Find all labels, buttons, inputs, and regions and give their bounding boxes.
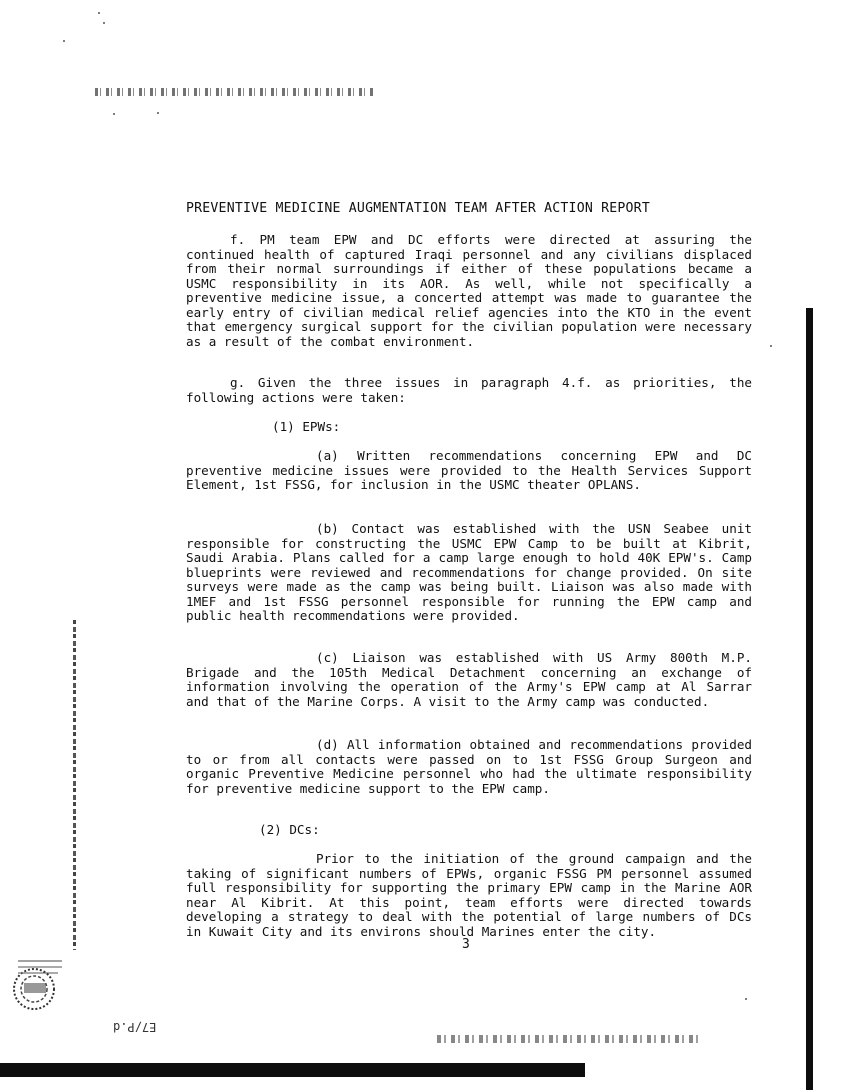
stamp-seal-icon	[10, 953, 70, 1013]
scan-artifact-left-margin	[73, 620, 76, 950]
paragraph-c: (c) Liaison was established with US Army 800th M.P. Brigade and the 105th Medical Detachment concerning an exchange of information involving the operation of the Army's EPW camp at Al Sarrar and that of the Marine Corps. A visit to the Army camp was conducted.	[186, 650, 752, 709]
document-title: PREVENTIVE MEDICINE AUGMENTATION TEAM AFTER ACTION REPORT	[186, 201, 650, 216]
scan-artifact-top	[95, 88, 375, 96]
scan-dot	[63, 40, 65, 42]
paragraph-d: (d) All information obtained and recommendations provided to or from all contacts were passed on to 1st FSSG Group Surgeon and organic Preventive Medicine personnel who had the ultimate responsibility for preventive medicine support to the EPW camp.	[186, 737, 752, 796]
scan-artifact-bottom	[437, 1035, 699, 1043]
heading-dcs: (2) DCs:	[259, 822, 320, 837]
scan-dot	[770, 345, 772, 347]
corner-mark: E7/P.d	[113, 1020, 157, 1034]
scan-edge-right	[806, 308, 813, 1090]
paragraph-b: (b) Contact was established with the USN Seabee unit responsible for constructing the USMC EPW Camp to be built at Kibrit, Saudi Arabia. Plans called for a camp large enough to hold 40K EPW's. Camp blueprints were reviewed and recommendations for change provided. On site surveys were made as the camp was being built. Liaison was also made with 1MEF and 1st FSSG personnel responsible for running the EPW camp and public health recommendations were provided.	[186, 521, 752, 623]
scan-dot	[103, 22, 105, 24]
scan-dot	[113, 113, 115, 115]
paragraph-g: g. Given the three issues in paragraph 4.f. as priorities, the following actions were taken:	[186, 375, 752, 405]
heading-epws: (1) EPWs:	[272, 419, 341, 434]
page-number: 3	[462, 937, 470, 952]
paragraph-dc: Prior to the initiation of the ground campaign and the taking of significant numbers of EPWs, organic FSSG PM personnel assumed full responsibility for supporting the primary EPW camp in the Marine AOR near Al Kibrit. At this point, team efforts were directed towards developing a strategy to deal with the potential of large numbers of DCs in Kuwait City and its environs should Marines enter the city.	[186, 851, 752, 939]
paragraph-a: (a) Written recommendations concerning EPW and DC preventive medicine issues were provided to the Health Services Support Element, 1st FSSG, for inclusion in the USMC theater OPLANS.	[186, 448, 752, 492]
scan-edge-bottom	[0, 1063, 585, 1077]
paragraph-f: f. PM team EPW and DC efforts were directed at assuring the continued health of captured Iraqi personnel and any civilians displaced from their normal surroundings if either of these populations became a USMC responsibility in its AOR. As well, while not specifically a preventive medicine issue, a concerted attempt was made to guarantee the early entry of civilian medical relief agencies into the KTO in the event that emergency surgical support for the civilian population were necessary as a result of the combat environment.	[186, 232, 752, 349]
scan-dot	[157, 112, 159, 114]
scan-dot	[98, 12, 100, 14]
scan-dot	[745, 998, 747, 1000]
